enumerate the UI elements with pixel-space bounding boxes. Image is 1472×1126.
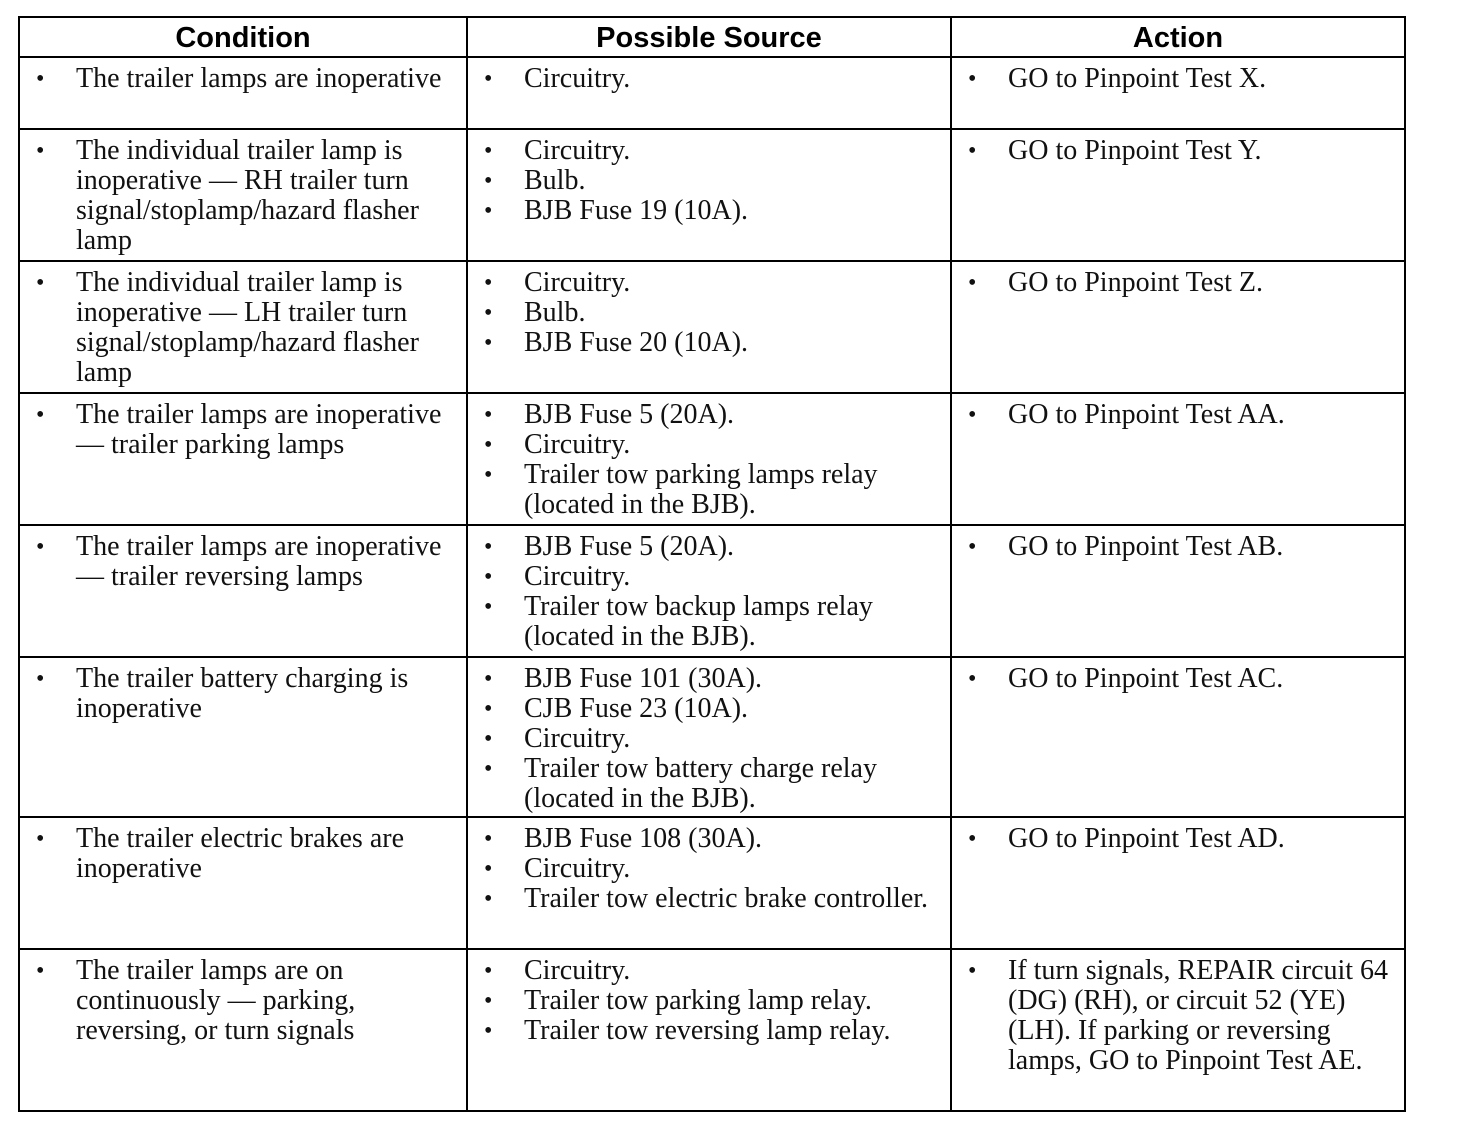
action-cell: [952, 818, 1404, 948]
action-text: • GO to Pinpoint Test AC.: [960, 664, 1394, 694]
action-text: • If turn signals, REPAIR circuit 64 (DG) (RH), or circuit 52 (YE) (LH). If parking or reversing lamps, GO to Pinpoint Test AE.: [960, 956, 1394, 1076]
source-item: • Trailer tow battery charge relay (located in the BJB).: [476, 754, 940, 814]
source-item: • Trailer tow reversing lamp relay.: [476, 1016, 940, 1046]
table-row: [20, 818, 1404, 950]
source-item: • Circuitry.: [476, 430, 940, 460]
action-text: • GO to Pinpoint Test X.: [960, 64, 1394, 94]
source-item: • BJB Fuse 20 (10A).: [476, 328, 940, 358]
condition-text: • The individual trailer lamp is inoperative — LH trailer turn signal/stoplamp/hazard flasher lamp: [28, 268, 456, 388]
source-item: • Circuitry.: [476, 64, 940, 94]
condition-cell: [20, 130, 468, 262]
condition-cell: [20, 58, 468, 128]
source-cell: [468, 58, 952, 128]
source-item: • Trailer tow parking lamp relay.: [476, 986, 940, 1016]
source-item: • Trailer tow electric brake controller.: [476, 884, 940, 914]
source-cell: [468, 818, 952, 948]
source-item: • Circuitry.: [476, 562, 940, 592]
condition-text: • The trailer lamps are inoperative — trailer reversing lamps: [28, 532, 456, 592]
action-text: • GO to Pinpoint Test Y.: [960, 136, 1394, 166]
source-cell: [468, 394, 952, 526]
source-item: • Circuitry.: [476, 854, 940, 884]
source-item: • Circuitry.: [476, 956, 940, 986]
action-text: • GO to Pinpoint Test AD.: [960, 824, 1394, 854]
header-action: Action: [1132, 22, 1224, 54]
header-possible-source: Possible Source: [468, 18, 952, 56]
condition-cell: [20, 526, 468, 658]
source-item: • CJB Fuse 23 (10A).: [476, 694, 940, 724]
table-row: [20, 262, 1404, 394]
action-cell: [952, 950, 1404, 1110]
diagnosis-table: [18, 16, 1406, 1112]
source-item: • Circuitry.: [476, 136, 940, 166]
action-cell: [952, 526, 1404, 658]
condition-text: • The trailer lamps are on continuously — parking, reversing, or turn signals: [28, 956, 456, 1046]
table-row: [20, 58, 1404, 130]
source-item: • Bulb.: [476, 298, 940, 328]
header-row: [20, 18, 1404, 58]
source-item: • BJB Fuse 5 (20A).: [476, 400, 940, 430]
action-cell: [952, 130, 1404, 262]
condition-text: • The trailer electric brakes are inoperative: [28, 824, 456, 884]
action-text: • GO to Pinpoint Test AA.: [960, 400, 1394, 430]
table-row: [20, 130, 1404, 262]
source-cell: [468, 658, 952, 820]
header-condition: Condition: [20, 18, 468, 56]
condition-cell: [20, 950, 468, 1110]
source-item: • Bulb.: [476, 166, 940, 196]
source-cell: [468, 262, 952, 394]
condition-cell: [20, 658, 468, 820]
source-item: • BJB Fuse 19 (10A).: [476, 196, 940, 226]
action-cell: [952, 394, 1404, 526]
source-item: • BJB Fuse 5 (20A).: [476, 532, 940, 562]
condition-text: • The trailer lamps are inoperative: [28, 64, 456, 94]
condition-cell: [20, 818, 468, 948]
condition-text: • The trailer battery charging is inoperative: [28, 664, 456, 724]
source-item: • Trailer tow backup lamps relay (located in the BJB).: [476, 592, 940, 652]
table-row: [20, 526, 1404, 658]
condition-cell: [20, 394, 468, 526]
source-item: • BJB Fuse 108 (30A).: [476, 824, 940, 854]
table-row: [20, 394, 1404, 526]
source-item: • Trailer tow parking lamps relay (located in the BJB).: [476, 460, 940, 520]
action-cell: [952, 658, 1404, 820]
source-item: • Circuitry.: [476, 724, 940, 754]
action-text: • GO to Pinpoint Test Z.: [960, 268, 1394, 298]
action-cell: [952, 262, 1404, 394]
source-item: • BJB Fuse 101 (30A).: [476, 664, 940, 694]
condition-text: • The trailer lamps are inoperative — trailer parking lamps: [28, 400, 456, 460]
source-cell: [468, 130, 952, 262]
source-cell: [468, 950, 952, 1110]
action-text: • GO to Pinpoint Test AB.: [960, 532, 1394, 562]
source-cell: [468, 526, 952, 658]
action-cell: [952, 58, 1404, 128]
condition-text: • The individual trailer lamp is inoperative — RH trailer turn signal/stoplamp/hazard flasher lamp: [28, 136, 456, 256]
condition-cell: [20, 262, 468, 394]
table-row: [20, 950, 1404, 1110]
source-item: • Circuitry.: [476, 268, 940, 298]
table-row: [20, 658, 1404, 818]
